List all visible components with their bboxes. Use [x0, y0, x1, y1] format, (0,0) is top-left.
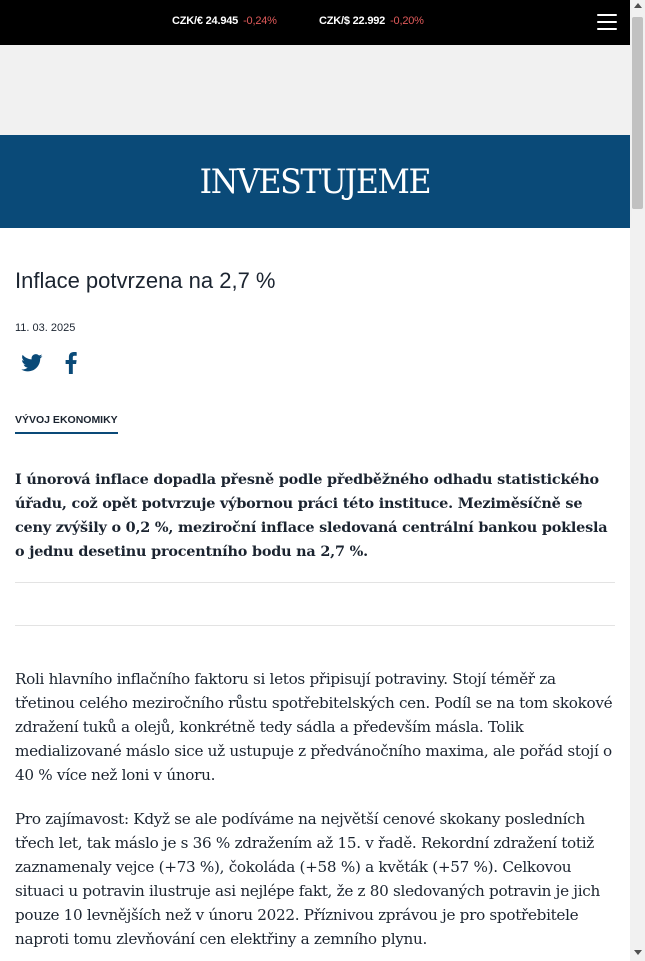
- article-date: 11. 03. 2025: [15, 322, 76, 334]
- currency-ticker-usd: [319, 15, 424, 27]
- ticker-eur-change: -0,24%: [243, 15, 277, 27]
- twitter-icon[interactable]: [21, 354, 43, 372]
- article-paragraph: Roli hlavního inflačního faktoru si letos připisují potraviny. Stojí téměř za třetinou celého meziročního růstu spotřebitelských cen. Podíl se na tom skokové zdražení tuků a olejů, konkrétně tedy sádla a především másla. Tolik medializované máslo sice už ustupuje z předvánočního maxima, ale pořád stojí o 40 % více než loni v únoru.: [15, 670, 613, 784]
- scroll-down-arrow-icon[interactable]: [634, 950, 642, 955]
- ticker-eur-rate: CZK/€ 24.945: [172, 15, 239, 27]
- hamburger-menu-icon[interactable]: [597, 14, 617, 30]
- facebook-icon[interactable]: [65, 352, 77, 374]
- article-paragraph: Pro zajímavost: Když se ale podíváme na největší cenové skokany posledních třech let, tak máslo je s 36 % zdražením až 15. v řadě. Rekordní zdražení totiž zaznamenaly vejce (+73 %), čokoláda (+58 %) a květák (+57 %). Celkovou situaci u potravin ilustruje asi nejlépe fakt, že z 80 sledovaných potravin je jich pouze 10 levnějších než v únoru 2022. Příznivou zprávou je pro spotřebitele naproti tomu zlevňování cen elektřiny a zemního plynu.: [15, 810, 600, 948]
- scrollbar-thumb[interactable]: [632, 17, 643, 209]
- divider: [15, 582, 615, 583]
- article-perex: I únorová inflace dopadla přesně podle předběžného odhadu statistického úřadu, což opět potvrzuje výbornou práci této instituce. Meziměsíčně se ceny zvýšily o 0,2 %, meziroční inflace sledovaná centrální bankou poklesla o jednu desetinu procentního bodu na 2,7 %.: [15, 471, 608, 560]
- share-buttons: [21, 352, 77, 374]
- article-category-tag[interactable]: VÝVOJ EKONOMIKY: [15, 414, 118, 434]
- scroll-up-arrow-icon[interactable]: [634, 3, 642, 8]
- currency-ticker-eur: [172, 15, 277, 27]
- ad-banner-placeholder: [0, 45, 630, 135]
- ticker-usd-change: -0,20%: [390, 15, 424, 27]
- ticker-usd-rate: CZK/$ 22.992: [319, 15, 386, 27]
- vertical-scrollbar[interactable]: [630, 0, 645, 961]
- site-logo[interactable]: INVESTUJEME: [199, 161, 431, 202]
- top-bar: [0, 0, 630, 45]
- brand-header: [0, 135, 630, 228]
- divider: [15, 625, 615, 626]
- article-title: Inflace potvrzena na 2,7 %: [15, 268, 276, 293]
